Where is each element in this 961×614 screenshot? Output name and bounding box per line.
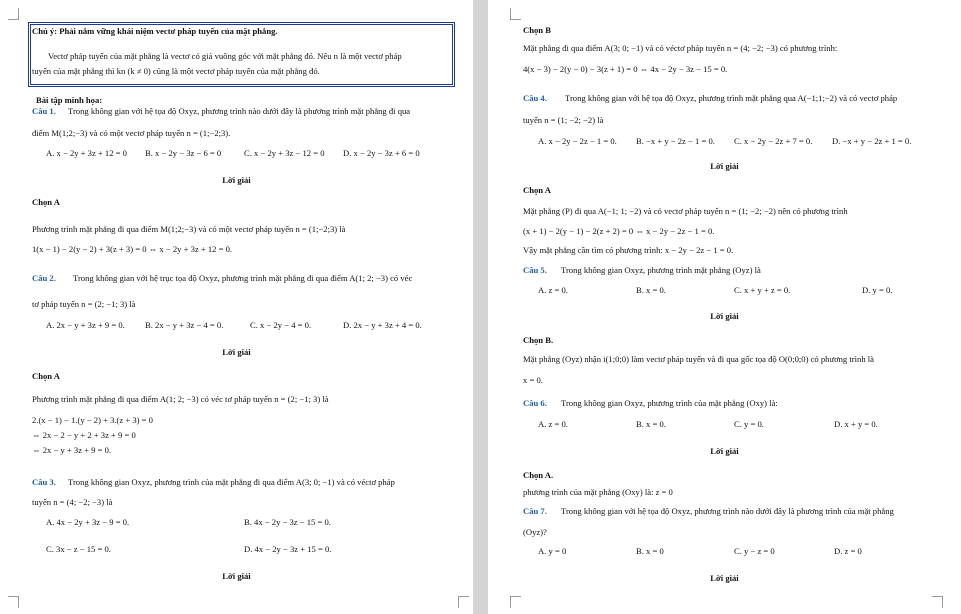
solution-line: 1(x − 1) − 2(y − 2) + 3(z + 3) = 0 ⇔ x − 2y + 3z + 12 = 0.: [32, 244, 233, 254]
option-d: D. 2x − y + 3z + 4 = 0.: [343, 320, 422, 330]
left-document-page: [0, 0, 473, 614]
crop-mark: [510, 596, 521, 597]
solution-line: Mặt phẳng đi qua điểm A(3; 0; −1) và có véctơ pháp tuyến n = (4; −2; −3) có phương trình:: [523, 43, 838, 53]
option-d: D. z = 0: [834, 546, 862, 556]
question-label: Câu 7.: [523, 506, 547, 516]
crop-mark: [932, 596, 943, 597]
solution-line: x = 0.: [523, 375, 543, 385]
solution-line: 4(x − 3) − 2(y − 0) − 3(z + 1) = 0 ⇔ 4x − 2y − 3z − 15 = 0.: [523, 64, 728, 74]
question-text: Trong không gian Oxyz, phương trình của mặt phẳng đi qua điểm A(3; 0; −1) và có véctơ pháp: [68, 477, 395, 487]
solution-line: (x + 1) − 2(y − 1) − 2(z + 2) = 0 ⇔ x − 2y − 2z − 1 = 0.: [523, 226, 715, 236]
option-b: B. x = 0.: [636, 285, 666, 295]
solution-heading: Lời giải: [710, 161, 739, 171]
option-d: D. x − 2y − 3z + 6 = 0: [343, 148, 420, 158]
option-d: D. x + y = 0.: [834, 419, 878, 429]
question-label: Câu 3.: [32, 477, 56, 487]
solution-line: phương trình của mặt phẳng (Oxy) là: z = 0: [523, 487, 673, 497]
question-text: (Oyz)?: [523, 527, 547, 537]
answer-choice: Chọn A: [32, 371, 60, 381]
answer-choice: Chọn A.: [523, 470, 554, 480]
option-c: C. x − 2y + 3z − 12 = 0: [244, 148, 325, 158]
question-text: Trong không gian với hệ tọa độ Oxyz, phương trình nào dưới đây là phương trình mặt phẳng đi qua: [68, 106, 411, 116]
solution-line: 2.(x − 1) − 1.(y − 2) + 3.(z + 3) = 0: [32, 415, 153, 425]
crop-mark: [18, 596, 19, 608]
question-text: Trong không gian với hệ tọa độ Oxyz, phương trình mặt phẳng qua A(−1;1;−2) và có vectơ pháp: [565, 93, 898, 103]
option-a: A. z = 0.: [538, 419, 568, 429]
solution-heading: Lời giải: [710, 446, 739, 456]
option-c: C. y − z = 0: [734, 546, 775, 556]
answer-choice: Chọn B.: [523, 335, 554, 345]
option-a: A. x − 2y − 2z − 1 = 0.: [538, 136, 617, 146]
option-b: B. x = 0: [636, 546, 664, 556]
option-a: A. z = 0.: [538, 285, 568, 295]
solution-heading: Lời giải: [710, 311, 739, 321]
question-label: Câu 2.: [32, 273, 56, 283]
question-text: tơ pháp tuyến n = (2; −1; 3) là: [32, 299, 136, 309]
option-d: D. −x + y − 2z + 1 = 0.: [832, 136, 912, 146]
page-gutter: [473, 0, 488, 614]
option-c: C. y = 0.: [734, 419, 764, 429]
question-label: Câu 1.: [32, 106, 56, 116]
note-title: Chú ý: Phải nắm vững khái niệm vectơ pháp tuyến của mặt phẳng.: [32, 26, 278, 36]
section-title: Bài tập minh họa:: [36, 95, 103, 105]
note-line: tuyến của mặt phẳng thì kn (k ≠ 0) cũng là một vectơ pháp tuyến của mặt phẳng đó.: [32, 66, 320, 76]
question-text: tuyến n = (4; −2; −3) là: [32, 497, 113, 507]
answer-choice: Chọn B: [523, 25, 551, 35]
option-d: D. 4x − 2y − 3z + 15 = 0.: [244, 544, 332, 554]
crop-mark: [8, 596, 19, 597]
question-label: Câu 6.: [523, 398, 547, 408]
answer-choice: Chọn A: [523, 185, 551, 195]
question-text: điểm M(1;2;−3) và có một vectơ pháp tuyến n = (1;−2;3).: [32, 128, 231, 138]
option-a: A. 2x − y + 3z + 9 = 0.: [46, 320, 125, 330]
solution-heading: Lời giải: [222, 175, 251, 185]
solution-line: Phương trình mặt phẳng đi qua điểm A(1; 2; −3) có véc tơ pháp tuyến n = (2; −1; 3) là: [32, 394, 329, 404]
question-text: tuyến n = (1; −2; −2) là: [523, 115, 604, 125]
option-b: B. x − 2y − 3z − 6 = 0: [145, 148, 222, 158]
answer-choice: Chọn A: [32, 197, 60, 207]
question-label: Câu 4.: [523, 93, 547, 103]
option-b: B. x = 0.: [636, 419, 666, 429]
question-text: Trong không gian với hệ trục tọa độ Oxyz, phương trình mặt phẳng đi qua điểm A(1; 2; −3) có véc: [73, 273, 413, 283]
solution-line: Vậy mặt phẳng cần tìm có phương trình: x − 2y − 2z − 1 = 0.: [523, 245, 734, 255]
crop-mark: [510, 596, 511, 608]
solution-heading: Lời giải: [222, 347, 251, 357]
crop-mark: [8, 19, 19, 20]
solution-heading: Lời giải: [222, 571, 251, 581]
option-b: B. −x + y − 2z − 1 = 0.: [636, 136, 715, 146]
option-d: D. y = 0.: [862, 285, 893, 295]
solution-heading: Lời giải: [710, 573, 739, 583]
option-b: B. 2x − y + 3z − 4 = 0.: [145, 320, 224, 330]
crop-mark: [942, 596, 943, 608]
option-a: A. y = 0: [538, 546, 567, 556]
option-b: B. 4x − 2y − 3z − 15 = 0.: [244, 517, 331, 527]
crop-mark: [458, 596, 459, 608]
right-document-page: [488, 0, 961, 614]
option-a: A. x − 2y + 3z + 12 = 0: [46, 148, 127, 158]
question-label: Câu 5.: [523, 265, 547, 275]
solution-line: ⇔ 2x − 2 − y + 2 + 3z + 9 = 0: [32, 430, 136, 440]
question-text: Trong không gian Oxyz, phương trình mặt phẳng (Oyz) là: [561, 265, 761, 275]
solution-line: Mặt phẳng (Oyz) nhận i(1;0;0) làm vectơ pháp tuyến và đi qua gốc tọa độ O(0;0;0) có phương trình là: [523, 354, 874, 364]
note-line: Vectơ pháp tuyến của mặt phẳng là vectơ có giá vuông góc với mặt phẳng đó. Nếu n là một vectơ pháp: [48, 51, 402, 61]
option-c: C. x + y + z = 0.: [734, 285, 791, 295]
crop-mark: [458, 596, 469, 597]
crop-mark: [510, 19, 521, 20]
question-text: Trong không gian Oxyz, phương trình của mặt phẳng (Oxy) là:: [561, 398, 778, 408]
question-text: Trong không gian với hệ tọa độ Oxyz, phương trình nào dưới đây là phương trình của mặt phẳng: [561, 506, 894, 516]
solution-line: Phương trình mặt phẳng đi qua điểm M(1;2;−3) và có một vectơ pháp tuyến n = (1;−2;3) là: [32, 224, 346, 234]
option-c: C. x − 2y − 2z + 7 = 0.: [734, 136, 813, 146]
option-c: C. x − 2y − 4 = 0.: [250, 320, 312, 330]
option-a: A. 4x − 2y + 3z − 9 = 0.: [46, 517, 130, 527]
solution-line: ⇔ 2x − y + 3z + 9 = 0.: [32, 445, 112, 455]
option-c: C. 3x − z − 15 = 0.: [46, 544, 111, 554]
solution-line: Mặt phẳng (P) đi qua A(−1; 1; −2) và có vectơ pháp tuyến n = (1; −2; −2) nên có phương trình: [523, 206, 848, 216]
